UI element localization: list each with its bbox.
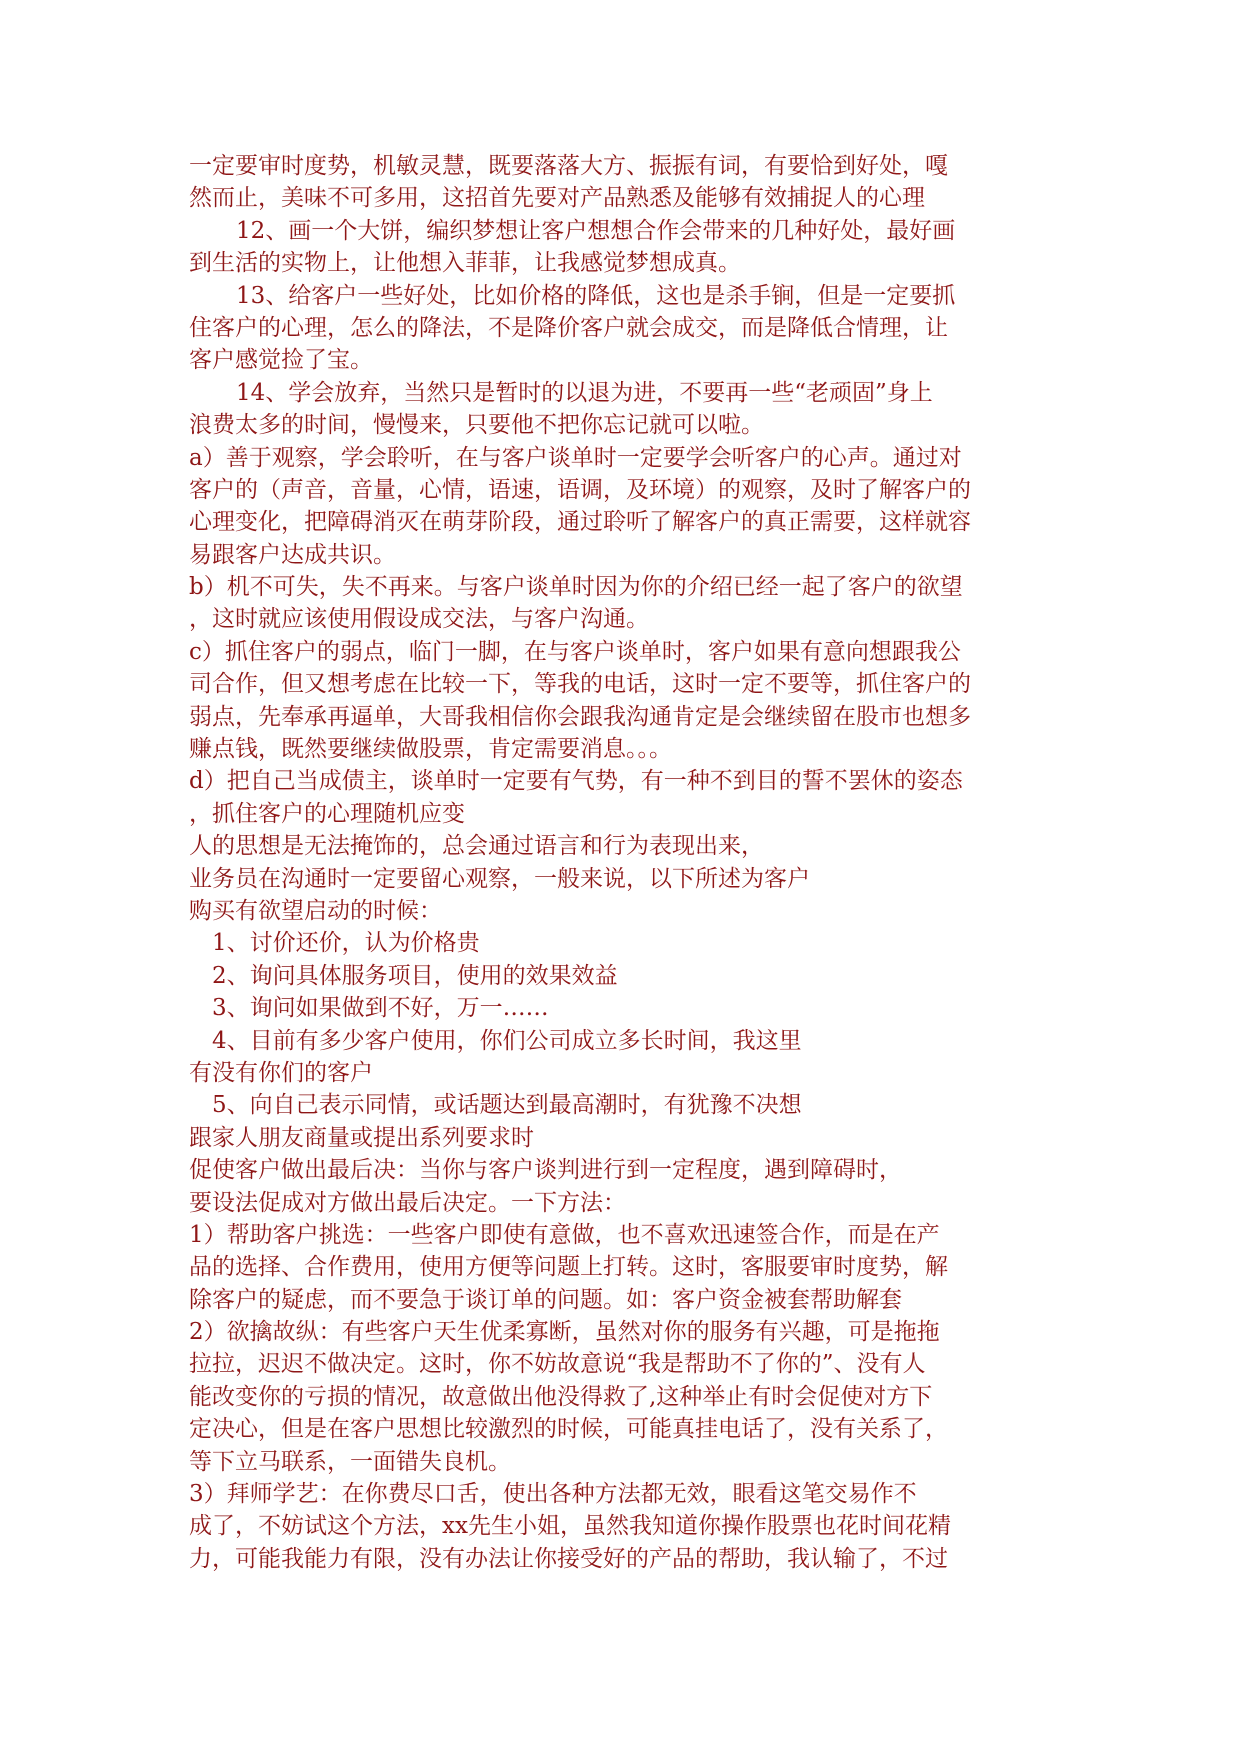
text-line: 3）拜师学艺：在你费尽口舌，使出各种方法都无效，眼看这笔交易作不 <box>189 1481 917 1508</box>
text-line: 弱点，先奉承再逼单，大哥我相信你会跟我沟通肯定是会继续留在股市也想多 <box>189 703 971 730</box>
text-line: 到生活的实物上，让他想入菲菲，让我感觉梦想成真。 <box>189 250 741 277</box>
text-line: 一定要审时度势，机敏灵慧，既要落落大方、振振有词，有要恰到好处，嘎 <box>189 153 948 179</box>
text-line: 易跟客户达成共识。 <box>189 541 396 568</box>
text-line: c）抓住客户的弱点，临门一脚，在与客户谈单时，客户如果有意向想跟我公 <box>189 638 961 665</box>
text-line: 业务员在沟通时一定要留心观察，一般来说，以下所述为客户 <box>189 865 810 892</box>
document-body <box>189 150 1069 1575</box>
text-line: 赚点钱，既然要继续做股票，肯定需要消息。。。 <box>189 736 672 763</box>
text-line: 14、学会放弃，当然只是暂时的以退为进，不要再一些“老顽固”身上 <box>236 379 933 406</box>
text-line: 2）欲擒故纵：有些客户天生优柔寡断，虽然对你的服务有兴趣，可是拖拖 <box>189 1319 940 1346</box>
text-line: 有没有你们的客户 <box>189 1059 373 1086</box>
text-line: 客户感觉捡了宝。 <box>189 347 373 374</box>
text-line: d）把自己当成债主，谈单时一定要有气势，有一种不到目的誓不罢休的姿态 <box>189 768 963 795</box>
text-line: 人的思想是无法掩饰的，总会通过语言和行为表现出来， <box>189 833 764 860</box>
text-line: 成了，不妨试这个方法，xx先生小姐，虽然我知道你操作股票也花时间花精 <box>189 1513 951 1540</box>
text-line: 要设法促成对方做出最后决定。一下方法： <box>189 1189 626 1216</box>
list-item: 3、询问如果做到不好，万一…… <box>212 995 549 1022</box>
list-item: 5、向自己表示同情，或话题达到最高潮时，有犹豫不决想 <box>212 1092 802 1119</box>
text-line: 司合作，但又想考虑在比较一下，等我的电话，这时一定不要等，抓住客户的 <box>189 671 971 698</box>
text-line: 浪费太多的时间，慢慢来，只要他不把你忘记就可以啦。 <box>189 412 764 439</box>
text-line: 定决心，但是在客户思想比较激烈的时候，可能真挂电话了，没有关系了， <box>189 1416 948 1443</box>
text-line: 心理变化，把障碍消灭在萌芽阶段，通过聆听了解客户的真正需要，这样就容 <box>189 509 971 536</box>
text-line: 购买有欲望启动的时候： <box>189 897 442 924</box>
list-item: 4、目前有多少客户使用，你们公司成立多长时间，我这里 <box>212 1027 802 1054</box>
text-line: 跟家人朋友商量或提出系列要求时 <box>189 1124 534 1151</box>
text-line: 13、给客户一些好处，比如价格的降低，这也是杀手锏，但是一定要抓 <box>236 282 956 309</box>
list-item: 2、询问具体服务项目，使用的效果效益 <box>212 962 618 989</box>
text-line: 除客户的疑虑，而不要急于谈订单的问题。如：客户资金被套帮助解套 <box>189 1286 902 1313</box>
text-line: 品的选择、合作费用，使用方便等问题上打转。这时，客服要审时度势，解 <box>189 1254 948 1281</box>
text-line: 住客户的心理，怎么的降法，不是降价客户就会成交，而是降低合情理，让 <box>189 314 948 341</box>
text-line: 能改变你的亏损的情况，故意做出他没得救了,这种举止有时会促使对方下 <box>189 1383 933 1410</box>
text-line: 客户的（声音，音量，心情，语速，语调，及环境）的观察，及时了解客户的 <box>189 476 971 503</box>
text-line: 等下立马联系，一面错失良机。 <box>189 1448 511 1475</box>
text-line: ，这时就应该使用假设成交法，与客户沟通。 <box>189 606 649 633</box>
text-line: 力，可能我能力有限，没有办法让你接受好的产品的帮助，我认输了，不过 <box>189 1545 948 1572</box>
text-line: 1）帮助客户挑选：一些客户即使有意做，也不喜欢迅速签合作，而是在产 <box>189 1221 940 1248</box>
text-line: 促使客户做出最后决：当你与客户谈判进行到一定程度，遇到障碍时， <box>189 1157 902 1184</box>
text-line: 拉拉，迟迟不做决定。这时，你不妨故意说“我是帮助不了你的”、没有人 <box>189 1351 926 1378</box>
list-item: 1、讨价还价，认为价格贵 <box>212 930 480 957</box>
text-line: b）机不可失，失不再来。与客户谈单时因为你的介绍已经一起了客户的欲望 <box>189 574 963 601</box>
text-line: ，抓住客户的心理随机应变 <box>189 800 465 827</box>
text-line: a）善于观察，学会聆听，在与客户谈单时一定要学会听客户的心声。通过对 <box>189 444 962 471</box>
text-line: 12、画一个大饼，编织梦想让客户想想合作会带来的几种好处，最好画 <box>236 217 956 244</box>
text-line: 然而止，美味不可多用，这招首先要对产品熟悉及能够有效捕捉人的心理 <box>189 185 925 212</box>
